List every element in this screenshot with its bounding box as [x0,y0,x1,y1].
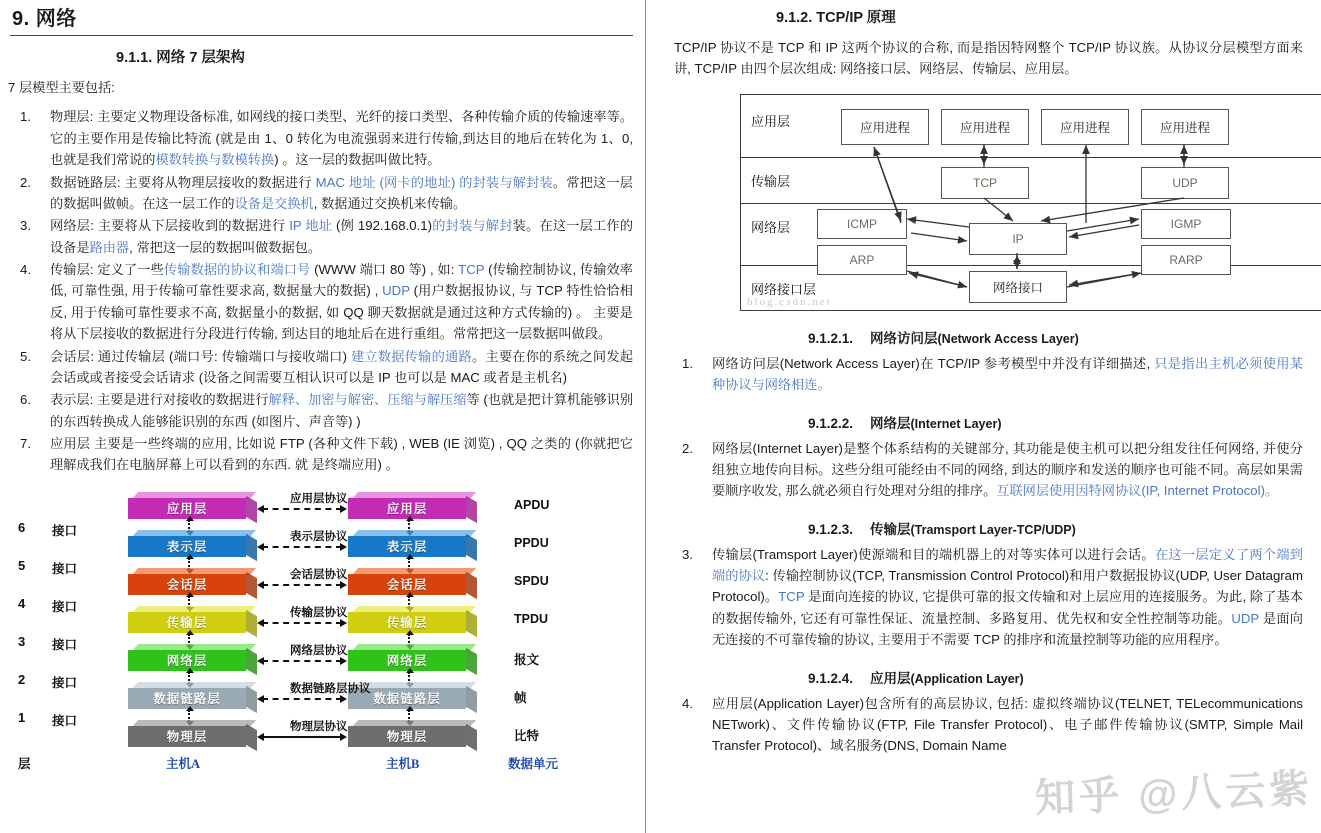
osi-layer-block [128,720,256,747]
tcpip-arp-box: ARP [817,245,907,275]
osi-block-side [246,496,257,523]
osi-layer-name: 网络层 [348,650,466,671]
subsection-heading [668,327,1303,347]
subsection-heading [668,412,1303,432]
list-item-index: 4. [682,695,693,711]
osi-block-side [466,496,477,523]
list-item-text: 传输层: 定义了一些传输数据的协议和端口号 (WWW 端口 80 等) , 如: TCP (传输控制协议, 传输效率低, 可靠性强, 用于传输可靠性要求高, 数据量大的数据) , UDP (用户数据报协议, 与 TCP 特性恰恰相反, 用于传输可靠性要求不高, 数据量小的数据, 如 QQ 聊天数据就是通过这种方式传输的) 。 主要是将从下层接收的数据进行分段进行传输, 到达目的地址后在进行重组。常常把这一层数据叫做段。 [50,262,633,342]
tcpip-ip-box: IP [969,223,1067,255]
osi-arrow-right [340,657,347,665]
osi-layer-name: 应用层 [128,498,246,519]
osi-level-number: 2 [18,671,26,687]
subsection-title-cn: 网络层 [870,415,911,431]
osi-data-unit-label: 数据单元 [508,756,559,771]
list-item [6,106,633,170]
list-item [668,544,1303,651]
page-title: 9. 网络 [12,8,77,30]
tcpip-intro-paragraph: TCP/IP 协议不是 TCP 和 IP 这两个协议的合称, 而是指因特网整个 TCP/IP 协议族。从协议分层模型方面来讲, TCP/IP 由四个层次组成: 网络接口层、网络层、传输层、应用层。 [674,40,1303,77]
subsection-title-cn: 应用层 [870,670,911,686]
osi-block-side [466,534,477,561]
osi-layer-block [128,568,256,595]
list-item-text: 物理层: 主要定义物理设备标准, 如网线的接口类型、光纤的接口类型、各种传输介质的传输速率等。它的主要作用是传输比特流 (就是由 1、0 转化为电流强弱来进行传输,到达目的地后在转化为 1、0, 也就是我们常说的模数转换与数模转换) 。这一层的数据叫做比特。 [50,109,633,168]
osi-layer-name: 数据链路层 [128,688,246,709]
osi-protocol-label: 会话层协议 [290,568,348,581]
osi-arrow-right [340,505,347,513]
osi-arrow-left [257,733,264,741]
osi-protocol-label: 数据链路层协议 [290,682,371,695]
list-item-index: 1. [20,109,31,125]
osi-pdu-label: 帧 [514,690,527,705]
tcpip-app-process: 应用进程 [1041,109,1129,145]
osi-protocol-connector [262,584,342,586]
tcpip-sections [668,327,1303,757]
list-item-index: 5. [20,348,31,364]
list-item [668,353,1303,396]
list-item-text: 应用层(Application Layer)包含所有的高层协议, 包括: 虚拟终端协议(TELNET, TELecommunications NETwork)、文件传输协议(FTP, File Transfer Protocol)、电子邮件传输协议(SMTP, Simple Mail Transfer Protocol)、域名服务(DNS, Domain Name [712,695,1303,754]
title-rule [10,35,633,36]
osi-layer-list [6,106,633,475]
osi-layer-name: 应用层 [348,498,466,519]
osi-block-side [466,572,477,599]
osi-interface-label: 接口 [52,599,78,614]
subsection-list [668,438,1303,502]
osi-layer-block [348,606,476,633]
list-item-text: 表示层: 主要是进行对接收的数据进行解释、加密与解密、压缩与解压缩等 (也就是把计算机能够识别的东西转换成人能够能识别的东西 (如图片、声音等) ) [50,392,634,429]
osi-arrow-left [257,543,264,551]
list-item [668,693,1303,757]
list-item-text: 传输层(Tramsport Layer)使源端和目的端机器上的对等实体可以进行会话。在这一层定义了两个端到端的协议: 传输控制协议(TCP, Transmission Control Protocol)和用户数据报协议(UDP, User Datagram Protocol)。TCP 是面向连接的协议, 它提供可靠的报文传输和对上层应用的连接服务。为此, 除了基本的数据传输外, 它还有可靠性保证、流量控制、多路复用、优先权和安全性控制等功能。UDP 是面向无连接的不可靠传输的协议, 主要用于不需要 TCP 的排序和流量控制等功能的应用程序。 [712,546,1303,648]
osi-level-number: 6 [18,519,26,535]
tcpip-app-process: 应用进程 [1141,109,1229,145]
subsection-heading [668,667,1303,687]
osi-protocol-connector [262,660,342,662]
osi-layer-name: 物理层 [128,726,246,747]
subsection-title-cn: 传输层 [870,521,911,537]
osi-interface-label: 接口 [52,561,78,576]
osi-layer-block [348,644,476,671]
osi-arrow-right [340,733,347,741]
osi-block-side [246,534,257,561]
osi-layer-name: 传输层 [348,612,466,633]
osi-layer-name: 表示层 [128,536,246,557]
subsection-title-en: (Network Access Layer) [937,331,1079,346]
right-column [646,0,1321,833]
osi-arrow-left [257,619,264,627]
osi-arrow-left [257,581,264,589]
subsection-number: 9.1.2.3. [808,521,854,537]
list-item-text: 网络层: 主要将从下层接收到的数据进行 IP 地址 (例 192.168.0.1)的封装与解封装。在这一层工作的设备是路由器, 常把这一层的数据叫做数据包。 [50,218,634,255]
osi-protocol-label: 应用层协议 [290,492,348,505]
osi-interface-label: 接口 [52,637,78,652]
subsection-list [668,693,1303,757]
osi-pdu-label: 比特 [514,728,540,743]
osi-pdu-label: TPDU [514,611,549,626]
osi-seven-layer-figure [8,490,608,790]
tcpip-tcp-box: TCP [941,167,1029,199]
subsection-title-cn: 网络访问层 [870,330,938,346]
list-item [6,389,633,432]
osi-arrow-right [340,543,347,551]
osi-arrow-left [257,505,264,513]
osi-interface-label: 接口 [52,523,78,538]
tcpip-app-process: 应用进程 [841,109,929,145]
osi-block-side [246,686,257,713]
list-item-index: 6. [20,392,31,408]
figure-watermark: blog.csdn.net [747,295,832,308]
tcpip-udp-box: UDP [1141,167,1229,199]
tcpip-icmp-box: ICMP [817,209,907,239]
osi-arrow-right [340,581,347,589]
osi-arrow-left [257,695,264,703]
osi-layer-block [348,492,476,519]
list-item-text: 数据链路层: 主要将从物理层接收的数据进行 MAC 地址 (网卡的地址) 的封装与解封装。常把这一层的数据叫做帧。在这一层工作的设备是交换机, 数据通过交换机来传输。 [50,174,633,211]
osi-block-side [246,610,257,637]
osi-protocol-connector [262,546,342,548]
list-item-text: 应用层 主要是一些终端的应用, 比如说 FTP (各种文件下载) , WEB (IE 浏览) , QQ 之类的 (你就把它理解成我们在电脑屏幕上可以看到的东西. 就 是终端应用) 。 [50,436,633,473]
osi-protocol-connector [262,736,342,738]
list-item-index: 7. [20,436,31,451]
osi-block-side [466,686,477,713]
osi-level-number: 5 [18,557,26,573]
osi-interface-label: 接口 [52,675,78,690]
section-heading-912: 9.1.2. TCP/IP 原理 [776,10,896,26]
osi-protocol-label: 表示层协议 [290,530,348,543]
osi-layer-block [128,682,256,709]
list-item [6,215,633,258]
osi-block-side [466,610,477,637]
list-item-index: 1. [682,355,693,371]
osi-layer-name: 会话层 [128,574,246,595]
list-item [6,346,633,389]
tcpip-app-process: 应用进程 [941,109,1029,145]
osi-pdu-label: SPDU [514,573,549,588]
list-item-index: 2. [20,174,31,190]
list-item-index: 3. [20,218,31,234]
section-heading-911: 9.1.1. 网络 7 层架构 [116,50,245,66]
osi-level-number: 1 [18,709,26,725]
tcpip-four-layer-figure [740,94,1321,311]
osi-level-number: 4 [18,595,26,611]
osi-pdu-label: APDU [514,497,550,512]
tcpip-band-label: 传输层 [751,173,791,189]
osi-host-b-label: 主机B [386,756,420,771]
osi-layer-name: 数据链路层 [348,688,466,709]
left-column [0,0,645,833]
osi-layer-name: 网络层 [128,650,246,671]
osi-level-number: 3 [18,633,26,649]
osi-layer-block [128,606,256,633]
osi-protocol-label: 物理层协议 [290,720,348,733]
osi-layer-block [348,720,476,747]
list-item-text: 网络访问层(Network Access Layer)在 TCP/IP 参考模型中并没有详细描述, 只是指出主机必须使用某种协议与网络相连。 [712,355,1304,393]
list-item-text: 会话层: 通过传输层 (端口号: 传输端口与接收端口) 建立数据传输的通路。主要在你的系统之间发起会话或或者接受会话请求 (设备之间需要互相认识可以是 IP 也可以是 MAC 或者是主机名) [50,348,634,385]
osi-layer-name: 传输层 [128,612,246,633]
subsection-title-en: (Application Layer) [910,671,1024,686]
osi-pdu-label: 报文 [514,652,540,667]
subsection-title-en: (Tramsport Layer-TCP/UDP) [910,522,1076,537]
list-item-text: 网络层(Internet Layer)是整个体系结构的关键部分, 其功能是使主机可以把分组发往任何网络, 并使分组独立地传向目标。这些分组可能经由不同的网络, 到达的顺序和发送的顺序也可能不同。高层如果需要顺序收发, 那么就必须自行处理对分组的排序。互联网层使用因特网协议(IP, Internet Protocol)。 [712,440,1303,499]
subsection-list [668,544,1303,651]
watermark-text: 知乎 @八云紫 [1034,767,1314,821]
osi-bottom-left-label: 层 [18,756,31,771]
list-item-index: 4. [20,262,31,277]
subsection-number: 9.1.2.1. [808,330,854,346]
list-item [668,438,1303,502]
osi-protocol-connector [262,622,342,624]
osi-layer-block [128,492,256,519]
tcpip-igmp-box: IGMP [1141,209,1231,239]
osi-arrow-right [340,619,347,627]
osi-layer-name: 物理层 [348,726,466,747]
tcpip-connectors [741,95,1321,310]
osi-block-side [466,648,477,675]
subsection-number: 9.1.2.4. [808,670,854,686]
osi-protocol-label: 网络层协议 [290,644,348,657]
osi-protocol-connector [262,698,342,700]
osi-block-side [246,648,257,675]
list-item [6,433,633,476]
osi-pdu-label: PPDU [514,535,549,550]
osi-block-side [466,724,477,751]
tcpip-band-label: 应用层 [751,113,791,129]
osi-protocol-connector [262,508,342,510]
tcpip-band-label: 网络接口层 [751,281,817,297]
osi-layer-name: 表示层 [348,536,466,557]
osi-layer-block [128,530,256,557]
intro-paragraph: 7 层模型主要包括: [8,80,115,95]
osi-layer-block [348,530,476,557]
list-item-index: 2. [682,440,693,456]
osi-block-side [246,572,257,599]
subsection-number: 9.1.2.2. [808,415,854,431]
subsection-heading [668,518,1303,538]
list-item-index: 3. [682,546,693,562]
osi-arrow-left [257,657,264,665]
list-item [6,259,633,345]
osi-interface-label: 接口 [52,713,78,728]
osi-block-side [246,724,257,751]
osi-layer-block [348,568,476,595]
list-item [6,172,633,215]
tcpip-network-interface-box: 网络接口 [969,271,1067,303]
osi-layer-block [128,644,256,671]
osi-layer-name: 会话层 [348,574,466,595]
tcpip-band-label: 网络层 [751,219,791,235]
tcpip-rarp-box: RARP [1141,245,1231,275]
osi-arrow-right [340,695,347,703]
subsection-list [668,353,1303,396]
osi-protocol-label: 传输层协议 [290,606,348,619]
osi-host-a-label: 主机A [166,756,201,771]
subsection-title-en: (Internet Layer) [910,416,1002,431]
